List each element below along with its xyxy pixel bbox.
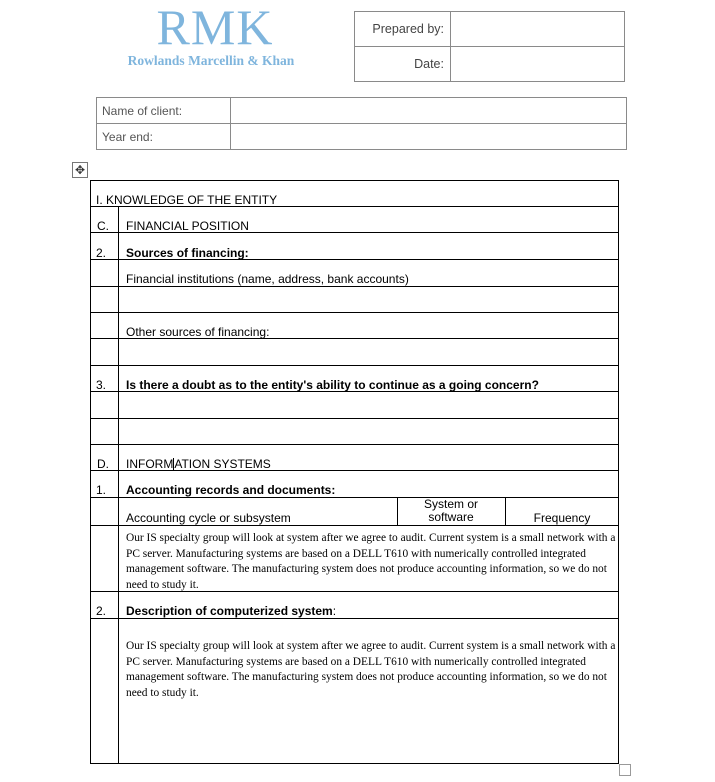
prepared-by-label: Prepared by: xyxy=(355,12,451,47)
accounting-records-paragraph: Our IS specialty group will look at system after we agree to audit. Current system is a small network with a PC server. Manufacturing systems are based on a DELL T610 with numerically controlled integrated management software. The manufacturing system does not produce accounting information, so we do not need to study it. xyxy=(126,532,616,591)
item-2-title: Sources of financing: xyxy=(126,246,249,260)
firm-logo-name: Rowlands Marcellin & Khan xyxy=(127,53,295,68)
row-divider xyxy=(90,444,619,445)
section-d-title-part1: INFORM xyxy=(126,457,174,471)
row-divider xyxy=(90,365,619,366)
accounting-cycle-header: Accounting cycle or subsystem xyxy=(126,511,291,525)
date-field[interactable] xyxy=(451,47,625,82)
firm-logo-initials: RMK xyxy=(156,0,274,55)
going-concern-question: Is there a doubt as to the entity's ability to continue as a going concern? xyxy=(126,378,539,392)
section-c-title: FINANCIAL POSITION xyxy=(126,219,249,233)
section-title: I. KNOWLEDGE OF THE ENTITY xyxy=(96,193,278,207)
table-move-handle-icon[interactable]: ✥ xyxy=(72,162,88,178)
item-3-number: 3. xyxy=(96,378,107,392)
prepared-by-table xyxy=(354,11,625,82)
client-name-label: Name of client: xyxy=(97,98,231,124)
d1-number: 1. xyxy=(96,483,107,497)
system-software-header: System or software xyxy=(423,497,478,524)
d2-title-colon: : xyxy=(332,604,337,618)
section-d-title-part2: ATION SYSTEMS xyxy=(174,457,271,471)
year-end-label: Year end: xyxy=(97,124,231,150)
d2-title xyxy=(126,604,336,618)
computerized-system-paragraph: Our IS specialty group will look at system after we agree to audit. Current system is a small network with a PC server. Manufacturing systems are based on a DELL T610 with numerically controlled integrated management software. The manufacturing system does not produce accounting information, so we do not need to study it. xyxy=(126,640,616,699)
section-c-number: C. xyxy=(97,219,109,233)
row-divider xyxy=(90,497,619,498)
prepared-by-field[interactable] xyxy=(451,12,625,47)
d2-number: 2. xyxy=(96,604,107,618)
section-d-number: D. xyxy=(97,457,109,471)
row-divider xyxy=(90,525,619,526)
d1-title: Accounting records and documents: xyxy=(126,483,336,497)
d2-title-text: Description of computerized system xyxy=(126,604,333,618)
other-financing-label: Other sources of financing: xyxy=(126,325,270,339)
column-divider xyxy=(397,497,398,525)
year-end-field[interactable] xyxy=(231,124,627,150)
table-resize-handle-icon[interactable] xyxy=(619,764,631,776)
financial-institutions-label: Financial institutions (name, address, bank accounts) xyxy=(126,272,409,286)
row-divider xyxy=(90,418,619,419)
client-info-table xyxy=(96,97,627,150)
client-name-field[interactable] xyxy=(231,98,627,124)
date-label: Date: xyxy=(355,47,451,82)
item-2-number: 2. xyxy=(96,246,107,260)
row-divider xyxy=(90,618,619,619)
row-divider xyxy=(90,286,619,287)
frequency-header: Frequency xyxy=(533,511,591,525)
column-divider xyxy=(118,206,119,764)
row-divider xyxy=(90,312,619,313)
section-d-title xyxy=(126,457,271,471)
